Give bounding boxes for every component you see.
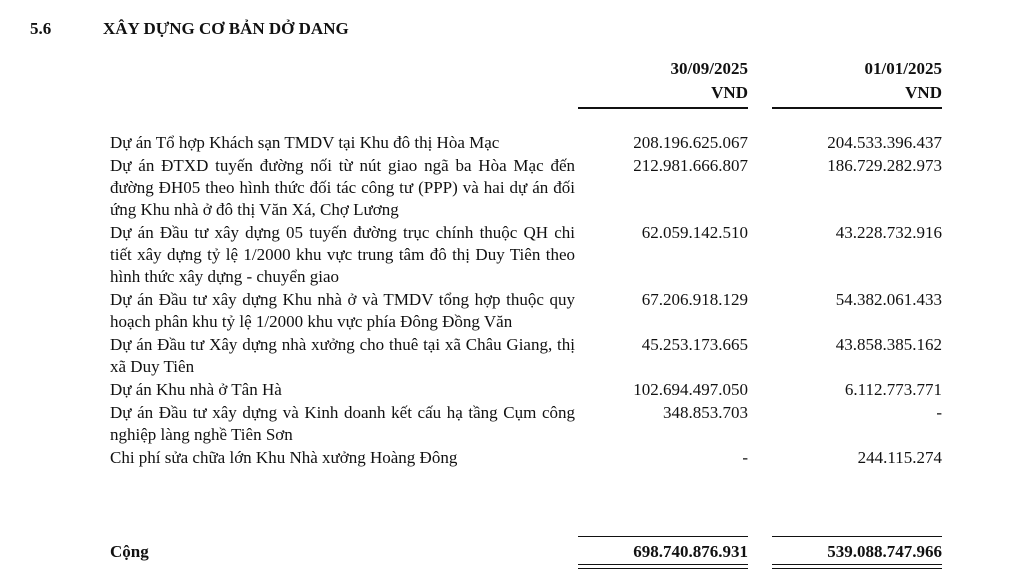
row-value-2025-09-30: 212.981.666.807 xyxy=(633,156,748,175)
row-value-2025-01-01: 204.533.396.437 xyxy=(827,133,942,152)
total-value-2025-01-01: 539.088.747.966 xyxy=(772,541,942,563)
table-row xyxy=(110,222,950,288)
row-description: Dự án Tổ hợp Khách sạn TMDV tại Khu đô thị Hòa Mạc xyxy=(110,133,500,152)
total-value-2025-09-30: 698.740.876.931 xyxy=(578,541,748,563)
row-description: Dự án ĐTXD tuyến đường nối từ nút giao ngã ba Hòa Mạc đến đường ĐH05 theo hình thức đối tác công tư (PPP) và hai dự án đối ứng Khu nhà ở đô thị Văn Xá, Chợ Lương xyxy=(110,156,575,219)
row-value-2025-01-01: 6.112.773.771 xyxy=(844,380,942,399)
column-date: 01/01/2025 xyxy=(864,59,942,78)
row-value-2025-09-30: 62.059.142.510 xyxy=(641,223,748,242)
table-row xyxy=(110,155,950,221)
column-header-2025-09-30 xyxy=(578,57,748,109)
column-currency: VND xyxy=(578,81,748,109)
table-row xyxy=(110,379,950,401)
row-description: Dự án Đầu tư xây dựng 05 tuyến đường trục chính thuộc QH chi tiết xây dựng tỷ lệ 1/2000 khu vực trung tâm đô thị Duy Tiên theo hình thức xây dựng - chuyển giao xyxy=(110,223,575,286)
row-value-2025-01-01: 54.382.061.433 xyxy=(835,290,942,309)
row-description: Dự án Đầu tư xây dựng Khu nhà ở và TMDV tổng hợp thuộc quy hoạch phân khu tỷ lệ 1/2000 khu vực phía Đông Đồng Văn xyxy=(110,290,575,331)
total-label: Cộng xyxy=(110,542,149,561)
table-row xyxy=(110,334,950,378)
table-row xyxy=(110,132,950,154)
row-value-2025-09-30: - xyxy=(742,448,748,467)
section-number: 5.6 xyxy=(30,19,52,38)
row-value-2025-09-30: 45.253.173.665 xyxy=(641,335,748,354)
row-value-2025-09-30: 208.196.625.067 xyxy=(633,133,748,152)
row-description: Dự án Khu nhà ở Tân Hà xyxy=(110,380,282,399)
row-description: Chi phí sửa chữa lớn Khu Nhà xưởng Hoàng Đông xyxy=(110,448,458,467)
table-row xyxy=(110,447,950,469)
section-title: XÂY DỰNG CƠ BẢN DỞ DANG xyxy=(103,19,349,38)
row-value-2025-09-30: 67.206.918.129 xyxy=(641,290,748,309)
row-description: Dự án Đầu tư Xây dựng nhà xưởng cho thuê tại xã Châu Giang, thị xã Duy Tiên xyxy=(110,335,575,376)
column-header-2025-01-01 xyxy=(772,57,942,109)
total-row xyxy=(110,541,950,563)
row-value-2025-01-01: 186.729.282.973 xyxy=(827,156,942,175)
row-value-2025-01-01: 43.228.732.916 xyxy=(835,223,942,242)
row-value-2025-09-30: 348.853.703 xyxy=(663,403,748,422)
row-value-2025-01-01: 244.115.274 xyxy=(857,448,942,467)
row-value-2025-09-30: 102.694.497.050 xyxy=(633,380,748,399)
column-date: 30/09/2025 xyxy=(670,59,748,78)
table-row xyxy=(110,289,950,333)
table-row xyxy=(110,402,950,446)
construction-in-progress-table xyxy=(110,132,950,469)
column-currency: VND xyxy=(772,81,942,109)
row-description: Dự án Đầu tư xây dựng và Kinh doanh kết cấu hạ tầng Cụm công nghiệp làng nghề Tiên Sơn xyxy=(110,403,575,444)
row-value-2025-01-01: - xyxy=(936,403,942,422)
row-value-2025-01-01: 43.858.385.162 xyxy=(835,335,942,354)
